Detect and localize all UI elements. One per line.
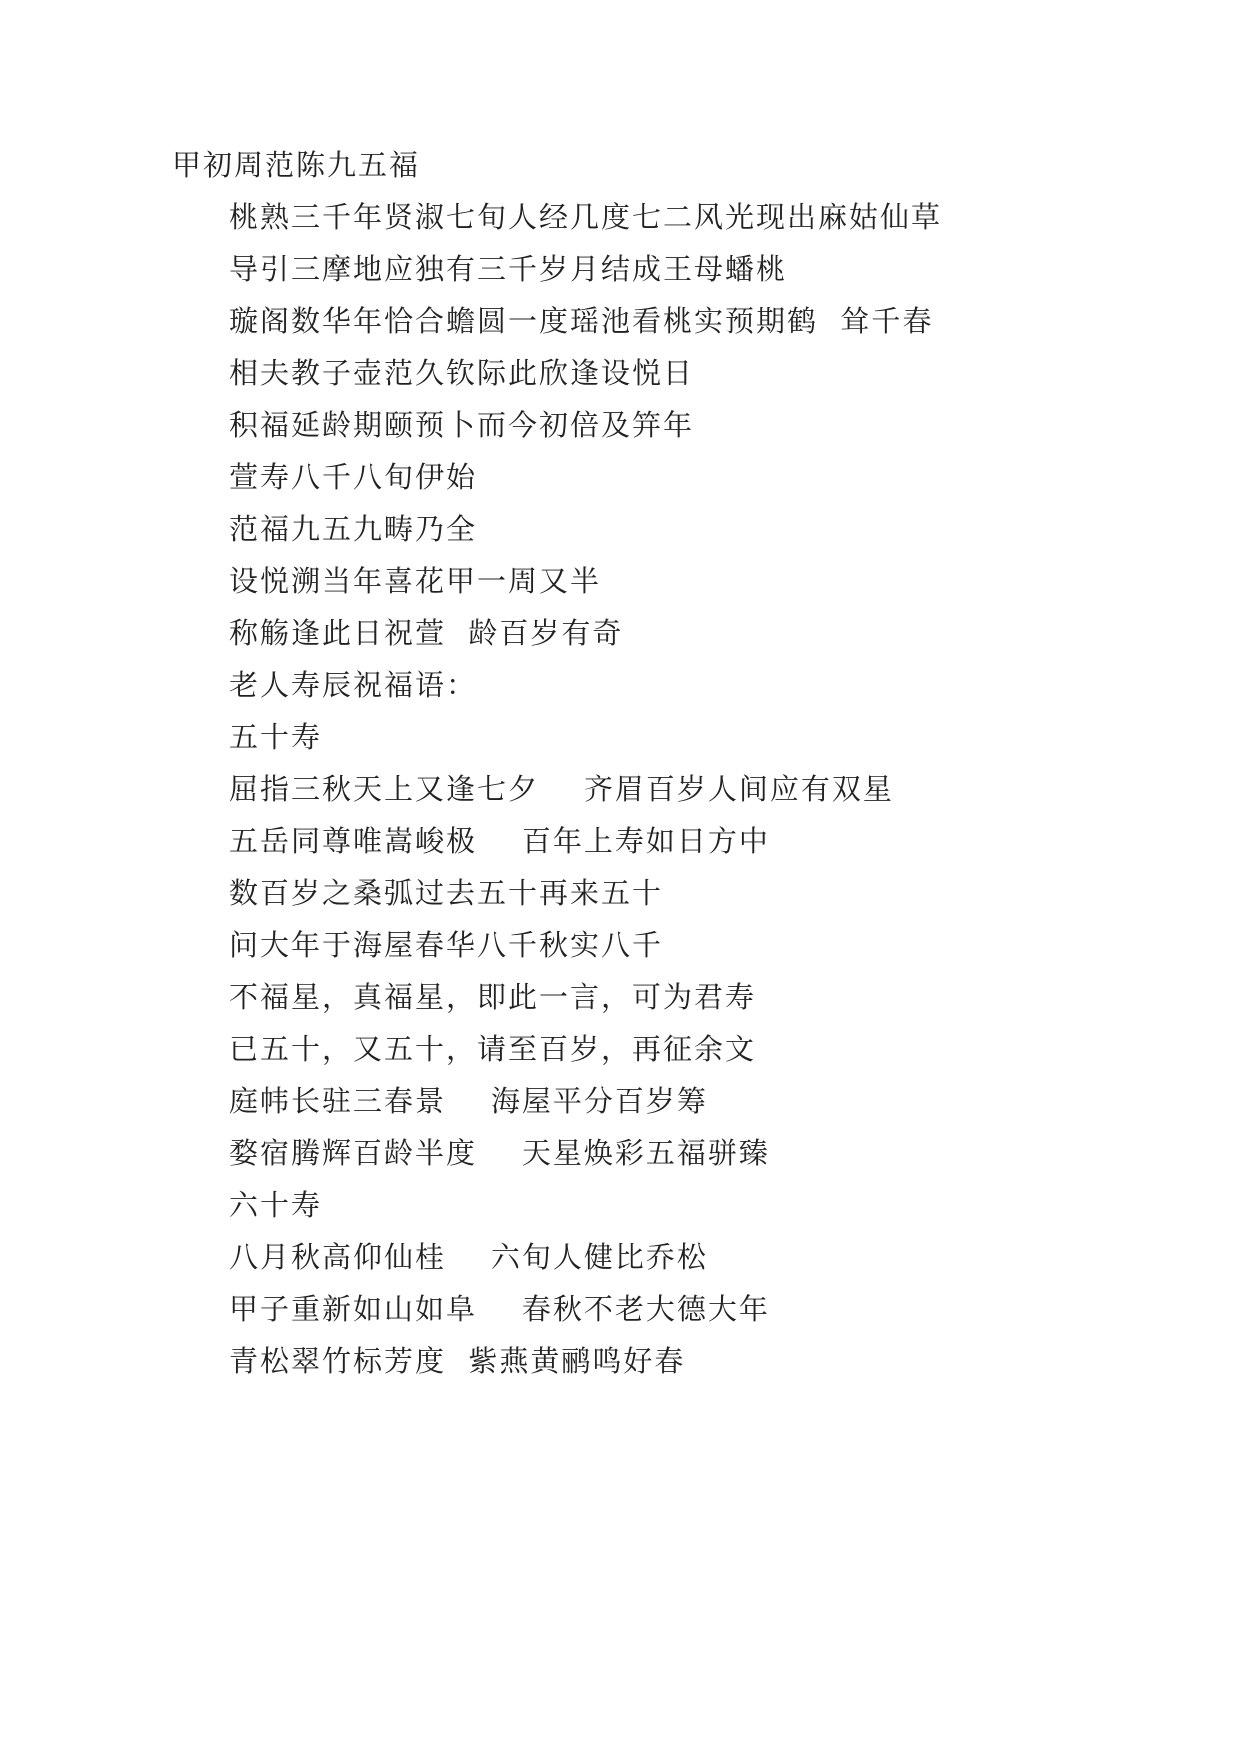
text-line: 相夫教子壶范久钦际此欣逢设悦日 [229, 356, 695, 390]
text-line: 璇阁数华年恰合蟾圆一度瑶池看桃实预期鹤 耸千春 [229, 304, 934, 338]
text-line: 积福延龄期颐预卜而今初倍及笄年 [229, 408, 695, 442]
section-heading: 五十寿 [229, 720, 323, 754]
text-line: 已五十，又五十，请至百岁，再征余文 [229, 1032, 757, 1066]
text-line: 导引三摩地应独有三千岁月结成王母蟠桃 [229, 252, 788, 286]
text-line: 青松翠竹标芳度 紫燕黄鹂鸣好春 [229, 1344, 686, 1378]
text-line: 萱寿八千八旬伊始 [229, 460, 478, 494]
text-line: 称觞逢此日祝萱 龄百岁有奇 [229, 616, 624, 650]
text-line: 八月秋高仰仙桂 六旬人健比乔松 [229, 1240, 708, 1274]
section-heading: 老人寿辰祝福语： [229, 668, 478, 702]
text-line: 庭帏长驻三春景 海屋平分百岁筹 [229, 1084, 708, 1118]
text-line: 甲子重新如山如阜 春秋不老大德大年 [229, 1292, 770, 1326]
text-line: 婺宿腾辉百龄半度 天星焕彩五福骈臻 [229, 1136, 770, 1170]
text-line: 数百岁之桑弧过去五十再来五十 [229, 876, 664, 910]
text-line: 范福九五九畴乃全 [229, 512, 478, 546]
text-line: 问大年于海屋春华八千秋实八千 [229, 928, 664, 962]
text-line: 桃熟三千年贤淑七旬人经几度七二风光现出麻姑仙草 [229, 200, 943, 234]
text-line: 屈指三秋天上又逢七夕 齐眉百岁人间应有双星 [229, 772, 894, 806]
text-line: 五岳同尊唯嵩峻极 百年上寿如日方中 [229, 824, 770, 858]
text-line: 设悦溯当年喜花甲一周又半 [229, 564, 602, 598]
section-heading: 六十寿 [229, 1188, 323, 1222]
text-line: 不福星，真福星，即此一言，可为君寿 [229, 980, 757, 1014]
document-heading: 甲初周范陈九五福 [172, 148, 421, 182]
